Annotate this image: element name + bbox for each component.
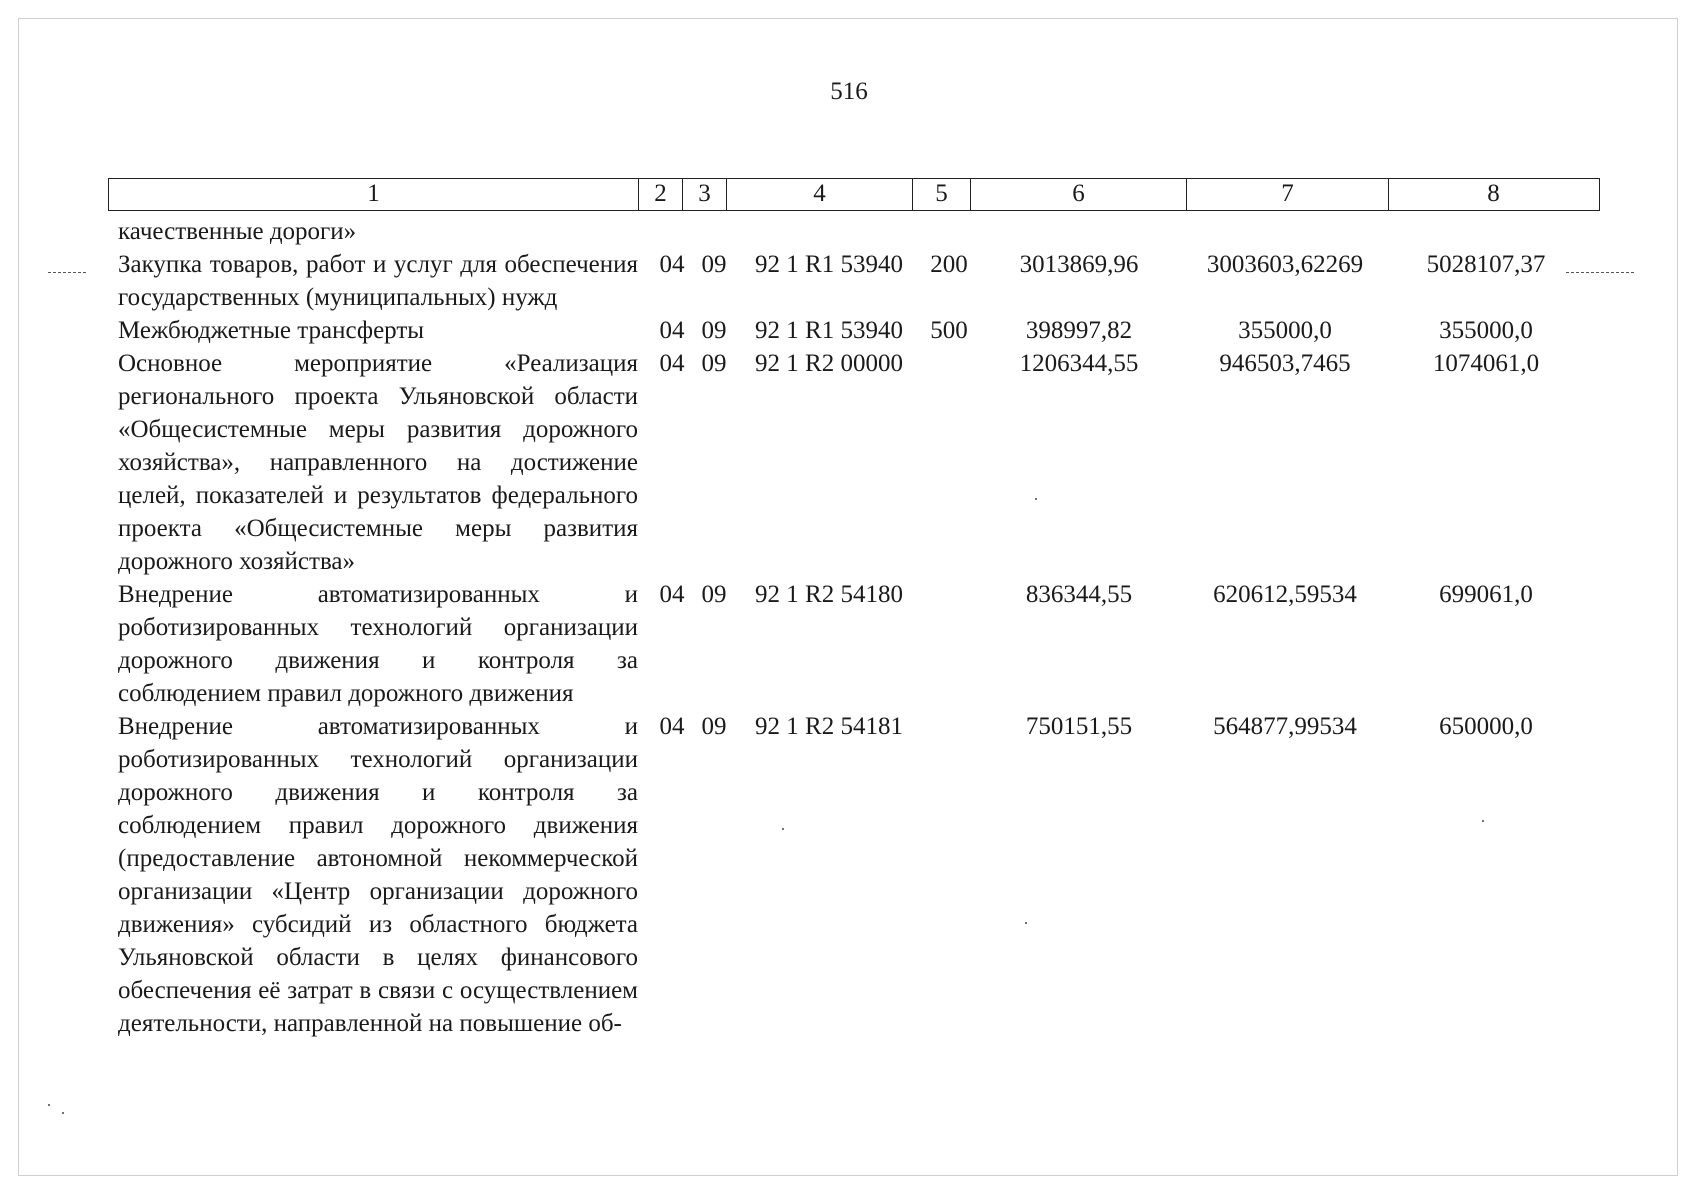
row-value-8: 699061,0	[1439, 581, 1533, 608]
table-row	[108, 215, 1600, 248]
row-code-3: 09	[701, 581, 727, 608]
row-code-4: 92 1 R1 53940	[755, 251, 903, 278]
row-code-3: 09	[701, 350, 727, 377]
scan-speck	[1482, 820, 1484, 822]
row-code-5	[924, 578, 974, 710]
row-code-5	[924, 710, 974, 1040]
row-code-3: 09	[701, 317, 727, 344]
row-value-7	[1184, 215, 1386, 248]
page-number: 516	[830, 78, 868, 105]
scan-speck	[782, 828, 784, 830]
header-col-2: 2	[639, 179, 683, 210]
row-code-4: 92 1 R2 54181	[755, 713, 903, 740]
row-value-8: 5028107,37	[1426, 251, 1546, 278]
table-row	[108, 314, 1600, 347]
row-name: Внедрение автоматизированных и роботизированных технологий организации дорожного движения и контроля за соблюдением правил дорожного движения (предоставление автономной некоммерческой организации «Центр организации дорожного движения» субсидий из областного бюджета Ульяновской области в целях финансового обеспечения её затрат в связи с осуществлением деятельности, направленной на повышение об-	[118, 713, 638, 1037]
header-col-5: 5	[913, 179, 971, 210]
scan-artifact-line	[1566, 272, 1634, 273]
row-value-6: 836344,55	[1025, 581, 1133, 608]
row-value-6: 750151,55	[1025, 713, 1133, 740]
row-value-8	[1386, 215, 1586, 248]
row-value-6: 1206344,55	[1019, 350, 1139, 377]
row-code-2: 04	[659, 581, 685, 608]
table-row	[108, 710, 1600, 1040]
row-code-4	[734, 215, 924, 248]
header-col-6: 6	[971, 179, 1187, 210]
header-col-8: 8	[1487, 180, 1500, 207]
row-code-5: 200	[930, 251, 968, 278]
row-code-2: 04	[659, 350, 685, 377]
row-code-5: 500	[930, 317, 968, 344]
table-row	[108, 347, 1600, 578]
header-col-1: 1	[109, 179, 639, 210]
row-code-5	[924, 347, 974, 578]
scan-speck	[62, 1112, 64, 1114]
row-code-2: 04	[659, 713, 685, 740]
row-name: Внедрение автоматизированных и роботизированных технологий организации дорожного движения и контроля за соблюдением правил дорожного движения	[118, 581, 638, 707]
scan-speck	[1035, 498, 1037, 500]
row-code-3: 09	[701, 251, 727, 278]
table-header	[108, 178, 1600, 211]
row-value-7: 3003603,62269	[1206, 251, 1364, 278]
row-value-8: 355000,0	[1439, 317, 1533, 344]
row-value-7: 564877,99534	[1213, 713, 1357, 740]
header-col-7: 7	[1187, 179, 1389, 210]
scan-speck	[48, 1104, 50, 1106]
row-value-8: 650000,0	[1439, 713, 1533, 740]
row-code-4: 92 1 R2 54180	[755, 581, 903, 608]
row-name: Основное мероприятие «Реализация регионального проекта Ульяновской области «Общесистемные меры развития дорожного хозяйства», направленного на достижение целей, показателей и результатов федерального проекта «Общесистемные меры развития дорожного хозяйства»	[118, 350, 638, 575]
scan-artifact-line	[48, 272, 86, 273]
table-row	[108, 248, 1600, 314]
row-value-8: 1074061,0	[1432, 350, 1540, 377]
row-value-7: 946503,7465	[1219, 350, 1351, 377]
row-value-6	[974, 215, 1184, 248]
header-col-4: 4	[727, 179, 913, 210]
header-col-3: 3	[683, 179, 727, 210]
row-value-6: 398997,82	[1025, 317, 1133, 344]
row-code-4: 92 1 R1 53940	[755, 317, 903, 344]
row-code-3	[694, 215, 734, 248]
table-body	[108, 215, 1600, 1040]
row-name: Закупка товаров, работ и услуг для обеспечения государственных (муниципальных) нужд	[118, 251, 638, 311]
row-value-7: 355000,0	[1238, 317, 1332, 344]
row-code-2: 04	[659, 317, 685, 344]
row-code-3: 09	[701, 713, 727, 740]
row-code-5	[924, 215, 974, 248]
scan-speck	[1025, 922, 1027, 924]
row-code-2	[650, 215, 694, 248]
table-row	[108, 578, 1600, 710]
row-code-4: 92 1 R2 00000	[755, 350, 903, 377]
row-name: Межбюджетные трансферты	[118, 317, 425, 344]
row-value-6: 3013869,96	[1019, 251, 1139, 278]
row-name: качественные дороги»	[118, 218, 357, 245]
row-code-2: 04	[659, 251, 685, 278]
row-value-7: 620612,59534	[1213, 581, 1357, 608]
